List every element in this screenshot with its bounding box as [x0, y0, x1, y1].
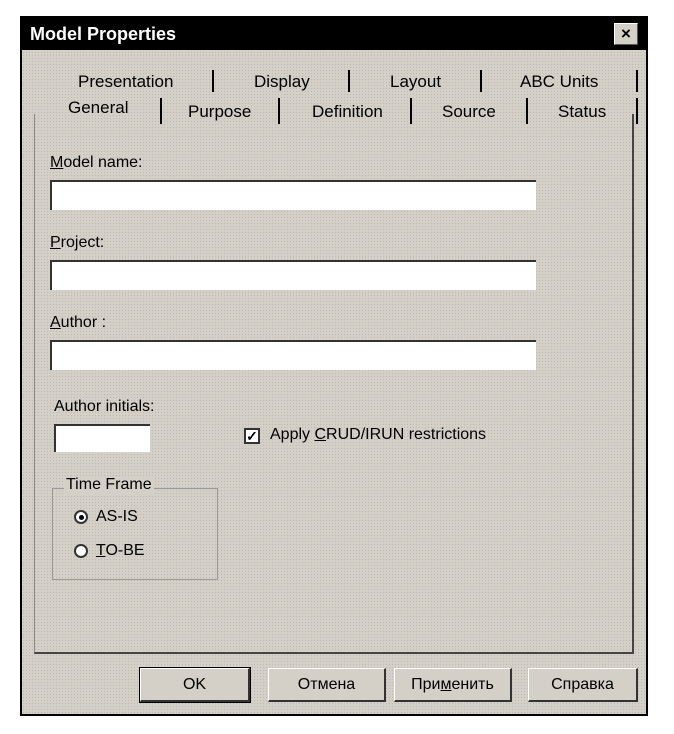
model-properties-dialog — [20, 16, 648, 716]
author-field[interactable] — [50, 340, 536, 370]
tab-divider — [348, 70, 350, 92]
tab-divider — [480, 70, 482, 92]
model-name-field[interactable] — [50, 180, 536, 210]
tab-general[interactable]: General — [68, 98, 129, 117]
project-field[interactable] — [50, 260, 536, 290]
model-name-label: Model name: — [50, 154, 143, 171]
crud-label[interactable]: Apply CRUD/IRUN restrictions — [270, 426, 487, 443]
to-be-radio[interactable] — [74, 544, 88, 558]
help-button[interactable]: Справка — [528, 668, 638, 702]
tab-divider — [636, 70, 638, 92]
tab-definition[interactable]: Definition — [312, 102, 383, 121]
time-frame-group — [52, 488, 218, 580]
tab-divider — [636, 98, 638, 124]
radio-selected-dot — [79, 515, 84, 520]
as-is-radio[interactable] — [74, 510, 88, 524]
ok-button[interactable]: OK — [140, 668, 250, 702]
cancel-button[interactable]: Отмена — [268, 668, 386, 702]
apply-button[interactable]: Применить — [394, 668, 512, 702]
close-icon: × — [621, 24, 631, 43]
title-bar[interactable] — [22, 18, 646, 50]
tab-layout[interactable]: Layout — [390, 72, 442, 91]
to-be-label[interactable]: TO-BE — [96, 542, 145, 559]
tab-abc-units[interactable]: ABC Units — [520, 72, 599, 91]
as-is-label[interactable]: AS-IS — [96, 508, 138, 525]
time-frame-title: Time Frame — [66, 476, 152, 493]
author-initials-field[interactable] — [54, 424, 150, 452]
tab-purpose[interactable]: Purpose — [188, 102, 252, 121]
tab-divider — [212, 70, 214, 92]
author-initials-label: Author initials: — [54, 398, 155, 415]
checkmark-icon: ✓ — [246, 428, 258, 444]
crud-checkbox[interactable] — [244, 428, 260, 444]
tab-presentation[interactable]: Presentation — [78, 72, 174, 91]
close-button[interactable] — [614, 23, 638, 45]
author-label: Author : — [50, 314, 107, 331]
tab-status[interactable]: Status — [558, 102, 607, 121]
window-title: Model Properties — [30, 24, 177, 44]
tab-display[interactable]: Display — [254, 72, 310, 91]
tab-source[interactable]: Source — [442, 102, 496, 121]
project-label: Project: — [50, 234, 105, 251]
